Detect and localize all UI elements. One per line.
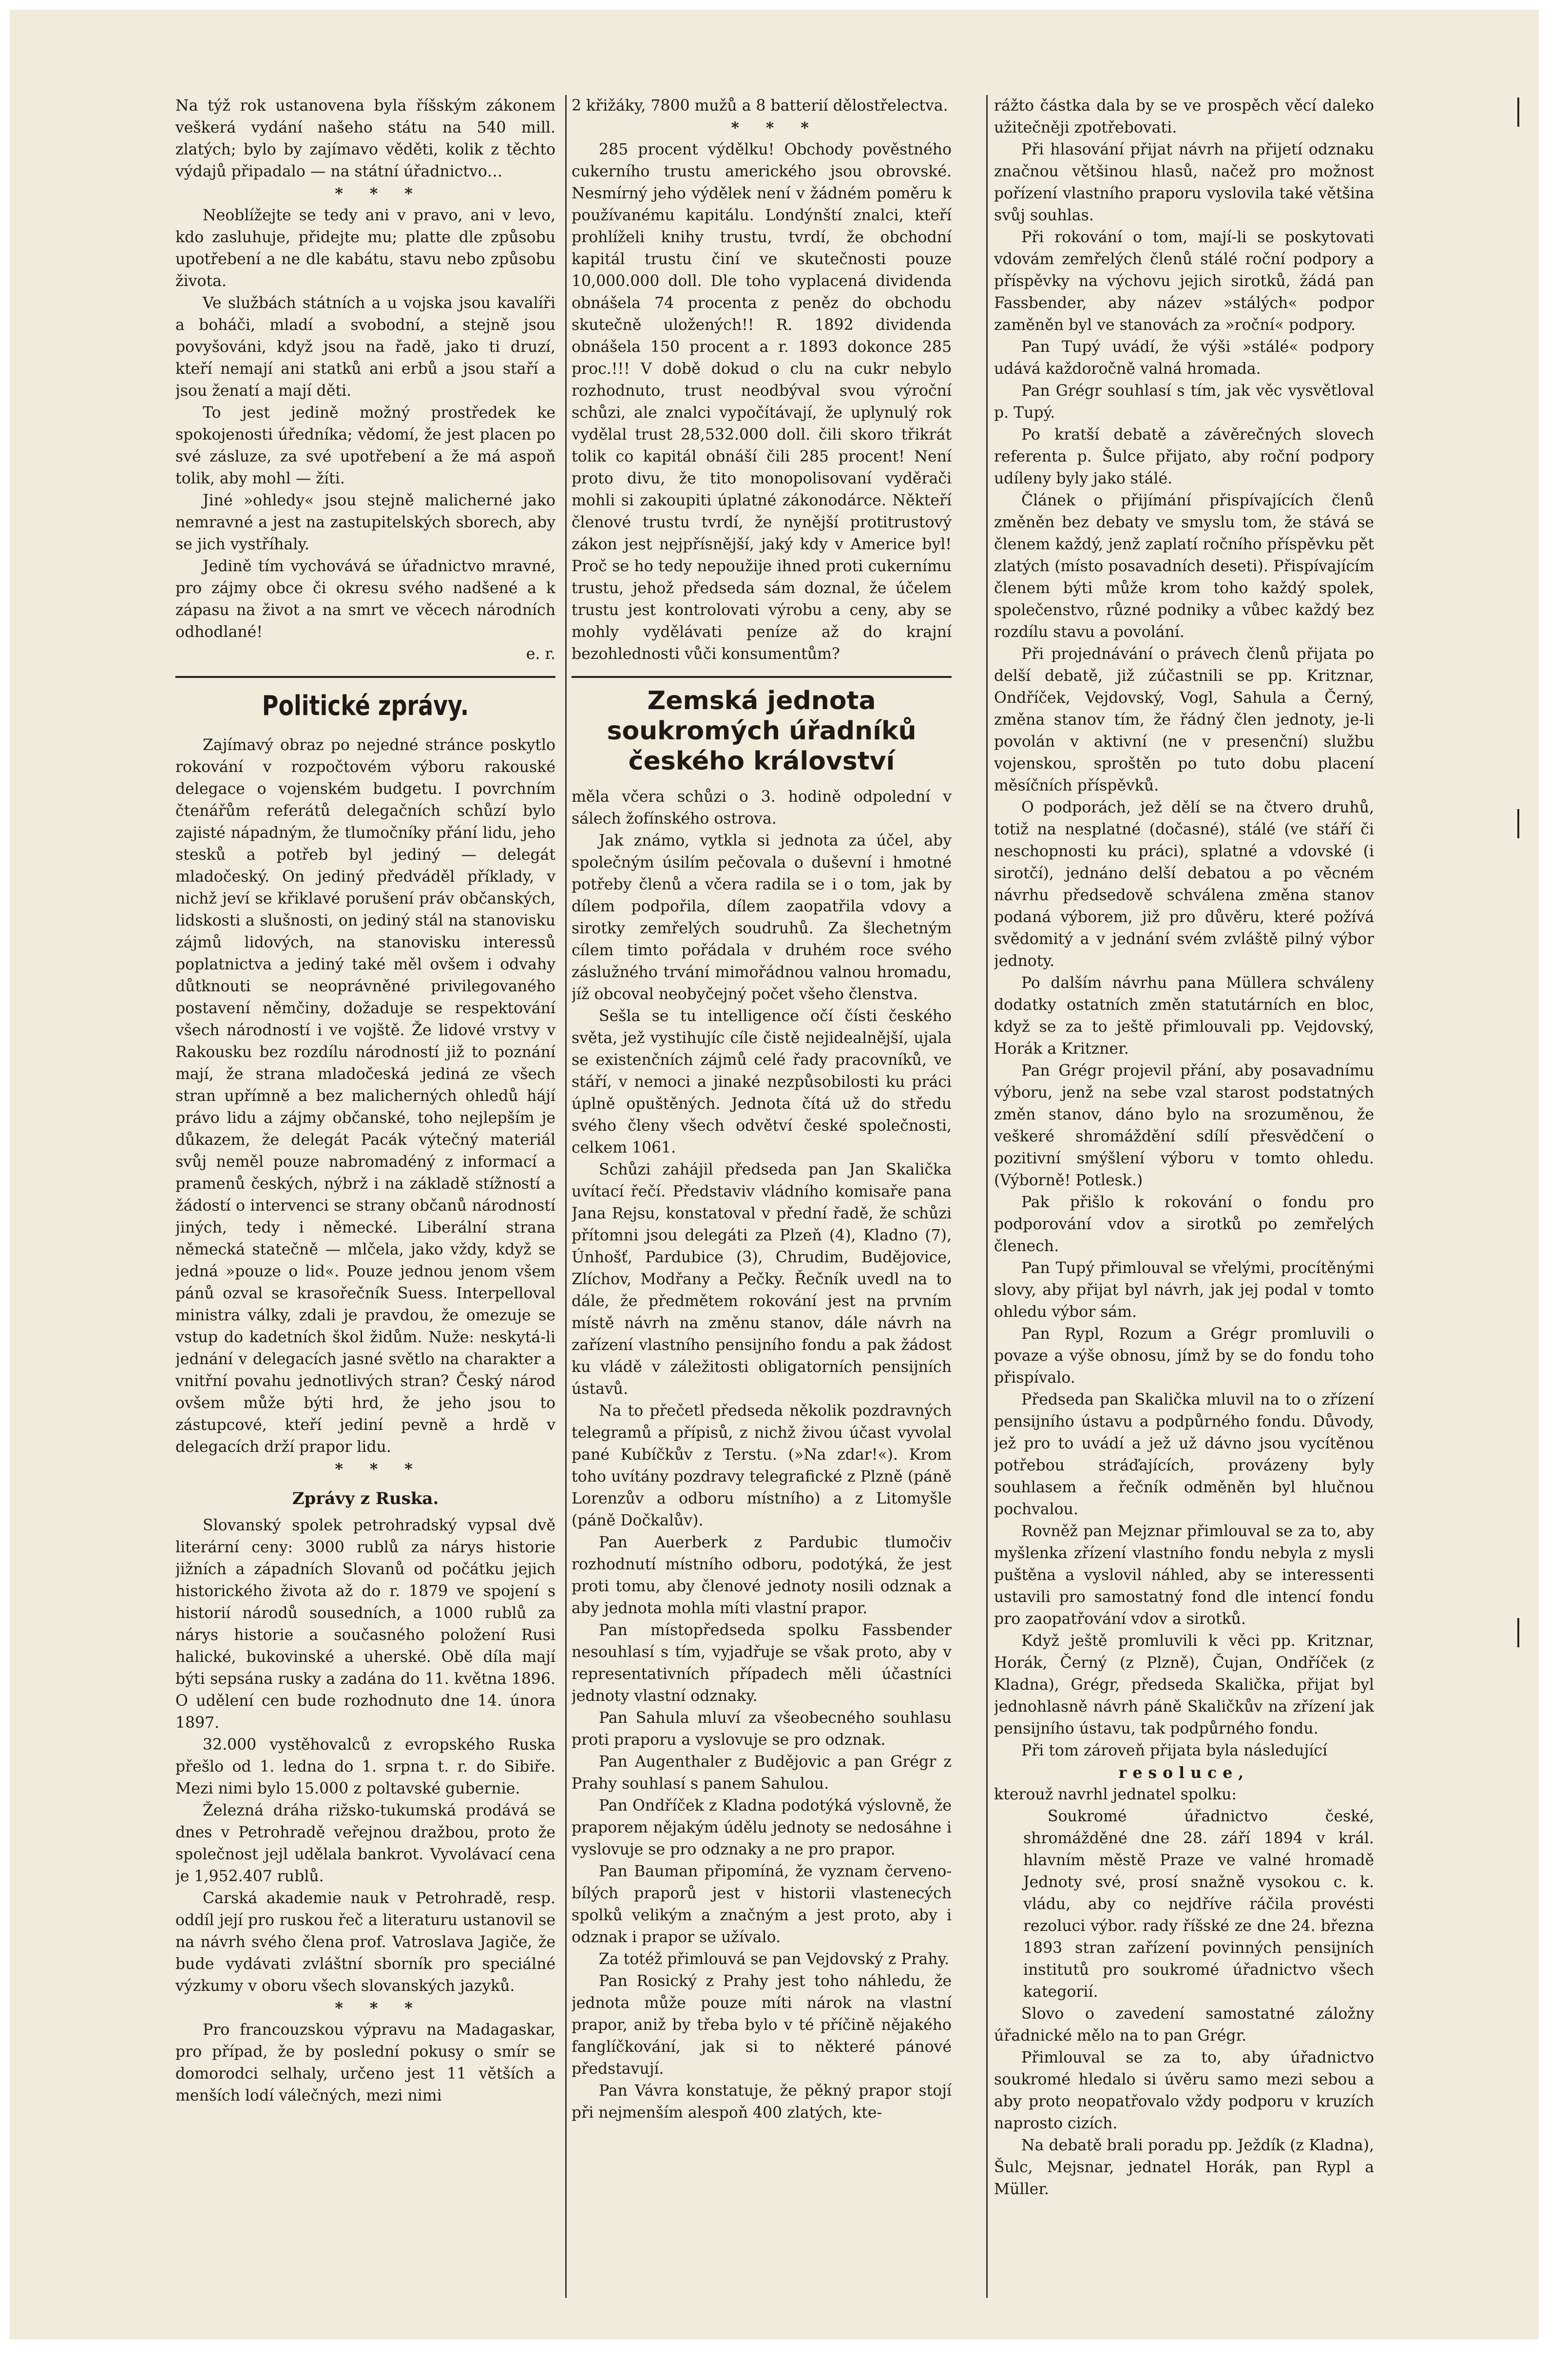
paragraph: Neoblížejte se tedy ani v pravo, ani v levo, kdo zasluhuje, přidejte mu; platte dle způsobu upotřebení a ne dle kabátu, stavu nebo způsobu života. bbox=[175, 207, 555, 290]
paragraph: Slovanský spolek petrohradský vypsal dvě literární ceny: 3000 rublů za nárys historie jižních a západních Slovanů od počátku jejich historického života až do r. 1879 ve spojení s historií národů sousedních, a 1000 rublů za nárys historie a současného položení Rusi halické, bukovinské a uherské. Obě díla mají býti sepsána rusky a zadána do 11. května 1896. O udělení cen bude rozhodnuto dne 14. února 1897. bbox=[175, 1517, 555, 1732]
section-rule bbox=[572, 676, 952, 678]
paragraph: Po kratší debatě a závěrečných slovech referenta p. Šulce přijato, aby roční podpory udíleny byly jako stálé. bbox=[994, 426, 1374, 487]
margin-mark bbox=[1511, 97, 1519, 127]
paragraph: Na debatě brali poradu pp. Ježdík (z Kladna), Šulc, Mejsnar, jednatel Horák, pan Rypl a Müller. bbox=[994, 2137, 1374, 2198]
paragraph: měla včera schůzi o 3. hodině odpolední v sálech žofínského ostrova. bbox=[572, 788, 952, 828]
paragraph: 2 křižáky, 7800 mužů a 8 batterií dělostřelectva. bbox=[572, 97, 948, 115]
paragraph: Pan Augenthaler z Budějovic a pan Grégr z Prahy souhlasí s panem Sahulou. bbox=[572, 1753, 952, 1793]
author-signature: e. r. bbox=[526, 645, 555, 663]
paragraph: Rovněž pan Mejznar přimlouval se za to, aby myšlenka zřízení vlastního fondu nebyla z mysli puštěna a vyslovil náhled, aby se interessenti ustavili pro samostatný fond dle intencí fondu pro zaopatřování vdov a sirotků. bbox=[994, 1523, 1374, 1628]
section-rule bbox=[175, 676, 555, 678]
margin-marks bbox=[1511, 58, 1519, 1647]
paragraph: Přimlouval se za to, aby úřadnictvo soukromé hledalo si úvěru samo mezi sebou a aby proto neopatřovalo vždy podporu v kruzích naprosto cizích. bbox=[994, 2049, 1374, 2132]
paragraph: Pan Ondříček z Kladna podotýká výslovně, že praporem nějakým údělu jednoty se nedosáhne i vyslovuje se pro odznaky a ne pro prapor. bbox=[572, 1797, 952, 1858]
section-heading: Politické zprávy. bbox=[262, 690, 469, 722]
paragraph: Pan Grégr souhlasí s tím, jak věc vysvětloval p. Tupý. bbox=[994, 382, 1374, 422]
resolution-text: Soukromé úřadnictvo české, shromážděné dne 28. září 1894 v král. hlavním městě Praze ve valné hromadě Jednoty své, prosí snažně vysokou c. k. vládu, aby co nejdříve ráčila provésti rezoluci výbor. rady říšské ze dne 24. března 1893 stran zařízení povinných pensijních institutů pro soukromé úřadnictvo všech kategorií. bbox=[1023, 1808, 1374, 2001]
paragraph: Pan Tupý uvádí, že výši »stálé« podpory udává každoročně valná hromada. bbox=[994, 338, 1374, 378]
column-divider-left bbox=[565, 95, 567, 2298]
paragraph: Jedině tím vychovává se úřadnictvo mravné, pro zájmy obce či okresu svého nadšené a k zápasu na život a na smrt ve věcech národních odhodlané! bbox=[175, 558, 555, 641]
paragraph: Pan Auerberk z Pardubic tlumočiv rozhodnutí místního odboru, podotýká, že jest proti tomu, aby členové jednoty nosili odznak a aby jednota mohla míti vlastní prapor. bbox=[572, 1534, 952, 1617]
column-1 bbox=[175, 95, 555, 2107]
paragraph: Na to přečetl předseda několik pozdravných telegramů a přípisů, z nichž živou účast vyvolal pané Kubíčkův z Terstu. (»Na zdar!«). Krom toho uvítány pozdravy telegrafické z Plzně (páně Lorenzův a odboru místního) a z Litomyšle (páně Dočkalův). bbox=[572, 1402, 952, 1529]
paragraph: 285 procent výdělku! Obchody pověstného cukerního trustu amerického jsou obrovské. Nesmírný jeho výdělek není v žádném poměru k používanému kapitálu. Londýnští znalci, kteří prohlíželi knihy trustu, tvrdí, že obchodní kapitál trustu činí ve skutečnosti pouze 10,000.000 doll. Dle toho vyplacená dividenda obnášela 74 procenta z peněz do obchodu skutečně uložených!! R. 1892 dividenda obnášela 150 procent a r. 1893 dokonce 285 proc.!!! V době dokud o clu na cukr nebylo rozhodnuto, trust neodbýval svou výroční schůzi, ale znalci vypočítávají, že uplynulý rok vydělal trust 28,532.000 doll. čili skoro třikrát tolik co kapitál obnáší čili 285 procent! Není proto divu, že tito monopolisovaní vyděrači mohli si zakoupiti úplatné zákonodárce. Někteří členové trustu tvrdí, že nynější protitrustový zákon jest nejpřísnější, jaký kdy v Americe byl! Proč se ho tedy nepoužije ihned proti cukernímu trustu, jehož předseda sám doznal, že účelem trustu jest kontrolovati výrobu a ceny, aby se mohly vydělávati peníze až do krajní bezohlednosti vůči konsumentům? bbox=[572, 141, 952, 663]
paragraph: Článek o přijímání přispívajících členů změněn bez debaty ve smyslu tom, že stává se členem každý, jenž zaplatí ročního příspěvku pět zlatých (místo posavadních deseti). Přispívajícím členem býti může krom toho každý spolek, společenstvo, různé podniky a vůbec každý bez rozdílu stavu a povolání. bbox=[994, 492, 1374, 641]
paragraph: Když ještě promluvili k věci pp. Kritznar, Horák, Černý (z Plzně), Čujan, Ondříček (z Kladna), Grégr, předseda Skalička, přijat byl jednohlasně návrh páně Skaličkův na zřízení jak pensijního ústavu, tak podpůrného fondu. bbox=[994, 1632, 1374, 1737]
paragraph: Na týž rok ustanovena byla říšským zákonem veškerá vydání našeho státu na 540 mill. zlatých; bylo by zajímavo věděti, kolik z těchto výdajů připadalo — na státní úřadnictvo… bbox=[175, 97, 555, 180]
subsection-heading: Zprávy z Ruska. bbox=[292, 1489, 439, 1508]
newspaper-page bbox=[10, 10, 1539, 2339]
paragraph: Pak přišlo k rokování o fondu pro podporování vdov a sirotků po zemřelých členech. bbox=[994, 1194, 1374, 1255]
column-divider-right bbox=[986, 95, 988, 2298]
paragraph: Pan Rypl, Rozum a Grégr promluvili o povaze a výše obnosu, jímž by se do fondu toho přispívalo. bbox=[994, 1325, 1374, 1387]
paragraph: Pan Tupý přimlouval se vřelými, procítěnými slovy, aby přijat byl návrh, jak jej podal v tomto ohledu výbor sám. bbox=[994, 1259, 1374, 1321]
paragraph: Zajímavý obraz po nejedné stránce poskytlo rokování v rozpočtovém výboru rakouské delegace o vojenském budgetu. I povrchním čtenářům referátů delegačních schůzí bylo zajisté nápadným, že tlumočníky přání lidu, jeho stesků a potřeb byl jediný — delegát mladočeský. On jediný předváděl příklady, v nichž jeví se křiklavé porušení práv občanských, lidskosti a slušnosti, on jediný stál na stanovisku zájmů lidových, na stanovisku interessů poplatnictva a jediný také měl ovšem i odvahy důtknouti se neoprávněné privilegovaného postavení němčiny, dožaduje se respektování všech národností i ve vojště. Že lidové vrstvy v Rakousku bez rozdílu národností již to poznání mají, že strana mladočeská jediná ze všech stran upřímně a bez malicherných ohledů hájí právo lidu a zájmy občanské, toho nejlepším je důkazem, že delegát Pacák výtečný materiál svůj neměl pouze nabromadéný z informací a pramenů českých, nýbrž i na základě stížností a žádostí o intervenci se strany občanů národností jiných, tedy i německé. Liberální strana německá statečně — mlčela, jako vždy, když se jedná »pouze o lid«. Pouze jednou jenom všem pánů ozval se krasořečník Suess. Interpelloval ministra války, zdali je pravdou, že omezuje se vstup do kadetních škol židům. Nuže: neskytá-li jednání v delegacích jasné světlo na charakter a vnitřní povahu jednotlivých stran? Český národ ovšem může býti hrd, že jeho jsou to zástupcové, kteří jediní pevně a hrdě v delegacích drží prapor lidu. bbox=[175, 736, 555, 1456]
margin-mark bbox=[1511, 1618, 1519, 1647]
paragraph: Při rokování o tom, mají-li se poskytovati vdovám zemřelých členů stálé roční podpory a příspěvky na výchovu jejich sirotků, žádá pan Fassbender, aby název »stálých« podpor zaměněn byl ve stanovách za »roční« podpory. bbox=[994, 229, 1374, 334]
paragraph: Carská akademie nauk v Petrohradě, resp. oddíl její pro ruskou řeč a literaturu ustanovil se na návrh svého člena prof. Vatroslava Jagiče, že bude vydávati zvláštní sborník pro speciálné výzkumy v oboru všech slovanských jazyků. bbox=[175, 1890, 555, 1995]
paragraph: Pan Sahula mluví za všeobecného souhlasu proti praporu a vyslovuje se pro odznak. bbox=[572, 1709, 952, 1749]
section-stars: * * * bbox=[731, 119, 820, 137]
section-stars: * * * bbox=[335, 1460, 423, 1478]
paragraph: kterouž navrhl jednatel spolku: bbox=[994, 1786, 1237, 1803]
paragraph: Pro francouzskou výpravu na Madagaskar, pro případ, že by poslední pokusy o smír se domorodci selhaly, určeno jest 11 větších a menších lodí válečných, mezi nimi bbox=[175, 2021, 555, 2104]
paragraph: Pan Rosický z Prahy jest toho náhledu, že jednota může pouze míti nárok na vlastní prapor, aniž by třeba bylo v té příčině nějakého fanglíčkování, jak si to některé pánové představují. bbox=[572, 1972, 952, 2078]
paragraph: Předseda pan Skalička mluvil na to o zřízení pensijního ústavu a podpůrného fondu. Důvody, jež pro to uvádí a jež už dávno jsou vycítěnou potřebou stráďajících, provázeny byly souhlasem a řečník odměněn byl hlučnou pochvalou. bbox=[994, 1391, 1374, 1518]
paragraph: Železná dráha rižsko-tukumská prodává se dnes v Petrohradě veřejnou dražbou, proto že společnost jejl udělala bankrot. Vyvolávací cena je 1,952.407 rublů. bbox=[175, 1802, 555, 1885]
paragraph: Pan Grégr projevil přání, aby posavadnímu výboru, jenž na sebe vzal starost podstatných změn stanov, dáno bylo na srozuměnou, že veškeré shromáždění sdílí přesvědčení o pozitivní smýšlení výboru v tomto ohledu. (Výborně! Potlesk.) bbox=[994, 1062, 1374, 1189]
paragraph: Jiné »ohledy« jsou stejně malicherné jako nemravné a jest na zastupitelských sborech, aby se jich vystříhaly. bbox=[175, 492, 555, 553]
resolution-heading: resoluce, bbox=[1118, 1764, 1250, 1782]
paragraph: To jest jedině možný prostředek ke spokojenosti úředníka; vědomí, že jest placen po své zásluze, za své upotřebení a že má aspoň tolik, aby mohl — žíti. bbox=[175, 404, 555, 487]
paragraph: Schůzi zahájil předseda pan Jan Skalička uvítací řečí. Představiv vládního komisaře pana Jana Rejsu, konstatoval v přední řadě, že schůzi přítomni jsou delegáti za Plzeň (4), Kladno (7), Únhošť, Pardubice (3), Chrudim, Budějovice, Zlíchov, Modřany a Pečky. Řečník uvedl na to dále, že předmětem rokování jest na prvním místě návrh na změnu stanov, dále návrh na zařízení vlastního pensijního fondu a pak žádost ku vládě v záležitosti obligatorních pensijních ústavů. bbox=[572, 1161, 952, 1398]
section-heading: Zemská jednota soukromých úřadníků českého království bbox=[607, 686, 917, 776]
paragraph: Ve službách státních a u vojska jsou kavalíři a boháči, mladí a svobodní, a stejně jsou povyšováni, když jsou na řadě, jako ti druzí, kteří nemají ani statků ani erbů a jsou staří a jsou ženatí a mají děti. bbox=[175, 294, 555, 400]
column-2 bbox=[572, 95, 952, 2124]
paragraph: rážto částka dala by se ve prospěch věcí daleko užitečněji zpotřebovati. bbox=[994, 97, 1374, 136]
paragraph: Po dalším návrhu pana Müllera schváleny dodatky ostatních změn statutárních en bloc, když se za to ještě přimlouvali pp. Vejdovský, Horák a Kritzner. bbox=[994, 974, 1374, 1058]
column-3 bbox=[994, 95, 1374, 2200]
section-stars: * * * bbox=[335, 185, 423, 203]
paragraph: O podporách, jež dělí se na čtvero druhů, totiž na nesplatné (dočasné), stálé (ve stáří či neschopnosti ku práci), splatné a vdovské (i sirotčí), jednáno delší debatou a po věcném návrhu předsedově schválena změna stanov podaná výborem, již pro důvěru, které požívá svědomitý a v jednání svém zvláště pilný výbor jednoty. bbox=[994, 799, 1374, 970]
paragraph: Jak známo, vytkla si jednota za účel, aby společným úsilím pečovala o duševní i hmotné potřeby členů a včera radila se i o tom, jak by dílem podpořila, dílem zaopatřila vdovy a sirotky zemřelých soudruhů. Za šlechetným cílem timto pořádala v druhém roce svého záslužného trvání mimořádnou valnou hromadu, jíž obcoval neobyčejný počet všeho členstva. bbox=[572, 832, 952, 1003]
paragraph: Pan Vávra konstatuje, že pěkný prapor stojí při nejmenším alespoň 400 zlatých, kte- bbox=[572, 2082, 952, 2122]
margin-mark bbox=[1511, 809, 1519, 838]
paragraph: Při projednávání o právech členů přijata po delší debatě, již zúčastnili se pp. Kritznar, Ondříček, Vejdovský, Vogl, Sahula a Černý, změna stanov tím, že řádný člen jednoty, je-li povolán v aktivní (ne v presenční) službu vojenskou, sproštěn po tuto dobu placení měsíčních příspěvků. bbox=[994, 645, 1374, 794]
paragraph: Pan Bauman připomíná, že vyznam červeno-bílých praporů jest v historii vlastenecých spolků velikým a značným a jest proto, aby i odznak i prapor se užívalo. bbox=[572, 1863, 952, 1946]
paragraph: Pan místopředseda spolku Fassbender nesouhlasí s tím, vyjadřuje se však proto, aby v representativních případech měli účastníci jednoty vlastní odznaky. bbox=[572, 1621, 952, 1705]
paragraph: Při hlasování přijat návrh na přijetí odznaku značnou většinou hlasů, načež pro možnost pořízení vlastního praporu vyslovila také většina svůj souhlas. bbox=[994, 141, 1374, 224]
paragraph: Slovo o zavedení samostatné záložny úřadnické mělo na to pan Grégr. bbox=[994, 2005, 1374, 2045]
paragraph: Při tom zároveň přijata byla následující bbox=[1021, 1742, 1328, 1759]
paragraph: 32.000 vystěhovalců z evropského Ruska přešlo od 1. ledna do 1. srpna t. r. do Sibiře. Mezi nimi bylo 15.000 z poltavské gubernie. bbox=[175, 1736, 555, 1797]
paragraph: Sešla se tu intelligence očí čísti českého světa, jež vystihujíc cíle čistě nejidealnější, ujala se existenčních zájmů celé řady pracovníků, ve stáří, v nemoci a jinaké nezpůsobilosti ku práci úplně opuštěných. Jednota čítá už do středu svého členy všech odvětví české společnosti, celkem 1061. bbox=[572, 1007, 952, 1157]
section-stars: * * * bbox=[335, 1999, 423, 2017]
paragraph: Za totéž přimlouvá se pan Vejdovský z Prahy. bbox=[599, 1950, 950, 1968]
